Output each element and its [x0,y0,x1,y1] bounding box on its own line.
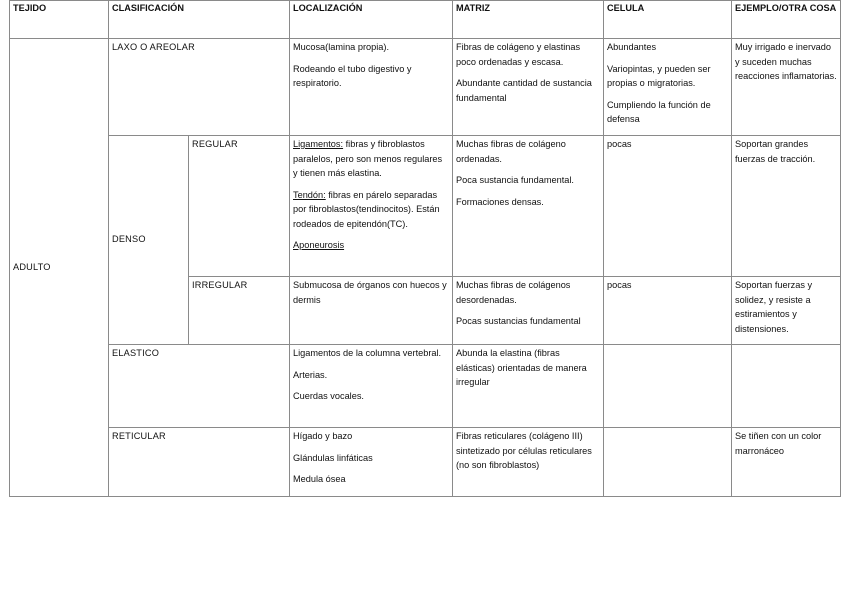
celula-reticular [604,428,732,497]
text-line: Medula ósea [293,474,346,484]
ligamentos-text [293,137,449,181]
header-matriz: MATRIZ [453,1,604,39]
ejemplo-irregular: Soportan fuerzas y solidez, y resiste a estiramientos y distensiones. [732,277,841,345]
matriz-irregular [453,277,604,345]
text-line: Arterias. [293,369,328,380]
ligamentos-title: Ligamentos: [293,139,344,149]
subclasificacion-regular: REGULAR [189,136,290,277]
text-line: Muchas fibras de colágeno ordenadas. [456,139,566,164]
text-line: Muchas fibras de colágenos desordenadas. [456,280,571,305]
celula-regular: pocas [604,136,732,277]
text-line: Hígado y bazo [293,431,353,441]
text-line: Cumpliendo la función de defensa [607,99,711,124]
localizacion-regular [290,136,453,277]
ligamentos-body: fibras y fibroblastos paralelos, pero son menos regulares y tienen más elastina. [293,139,443,178]
clasificacion-reticular: RETICULAR [109,428,290,497]
celula-irregular: pocas [604,277,732,345]
text-line: Rodeando el tubo digestivo y respiratorio. [293,63,412,88]
histology-table [9,0,841,497]
text-line: Pocas sustancias fundamental [456,316,581,326]
matriz-laxo [453,39,604,136]
celula-elastico [604,345,732,428]
row-reticular [10,428,841,497]
text-line: Poca sustancia fundamental. [456,175,574,185]
row-elastico [10,345,841,428]
tejido-adulto: ADULTO [10,39,109,497]
ejemplo-elastico [732,345,841,428]
row-denso-regular [10,136,841,277]
text-line: Glándulas linfáticas [293,452,373,463]
header-celula: CELULA [604,1,732,39]
clasificacion-denso: DENSO [109,136,189,345]
localizacion-reticular [290,428,453,497]
text-line: Abundante cantidad de sustancia fundamental [456,78,592,103]
clasificacion-laxo: LAXO O AREOLAR [109,39,290,136]
aponeurosis-text [293,238,449,253]
matriz-reticular: Fibras reticulares (colágeno III) sintetizado por células reticulares (no son fibroblastos) [453,428,604,497]
header-row [10,1,841,39]
aponeurosis-title: Aponeurosis [293,240,345,250]
clasificacion-elastico: ELASTICO [109,345,290,428]
localizacion-elastico [290,345,453,428]
tendon-text [293,188,449,232]
text-line: Fibras de colágeno y elastinas poco ordenadas y escasa. [456,42,581,67]
tendon-title: Tendón: [293,189,326,200]
header-localizacion: LOCALIZACIÓN [290,1,453,39]
celula-laxo [604,39,732,136]
text-line: Cuerdas vocales. [293,391,364,401]
text-line: Mucosa(lamina propia). [293,42,389,52]
text-line: Variopintas, y pueden ser propias o migratorias. [607,63,711,88]
text-line: Ligamentos de la columna vertebral. [293,348,442,358]
ejemplo-laxo: Muy irrigado e inervado y suceden muchas reacciones inflamatorias. [732,39,841,136]
ejemplo-regular: Soportan grandes fuerzas de tracción. [732,136,841,277]
localizacion-laxo [290,39,453,136]
matriz-elastico: Abunda la elastina (fibras elásticas) orientadas de manera irregular [453,345,604,428]
text-line: Abundantes [607,42,657,52]
header-ejemplo: EJEMPLO/OTRA COSA [732,1,841,39]
subclasificacion-irregular: IRREGULAR [189,277,290,345]
ejemplo-reticular: Se tiñen con un color marronáceo [732,428,841,497]
row-laxo [10,39,841,136]
localizacion-irregular: Submucosa de órganos con huecos y dermis [290,277,453,345]
text-line: Formaciones densas. [456,196,544,207]
header-clasificacion: CLASIFICACIÓN [109,1,290,39]
tendon-body: fibras en párelo separadas por fibroblastos(tendinocitos). Están rodeados de epitendón(TC). [293,189,440,229]
matriz-regular [453,136,604,277]
header-tejido: TEJIDO [10,1,109,39]
